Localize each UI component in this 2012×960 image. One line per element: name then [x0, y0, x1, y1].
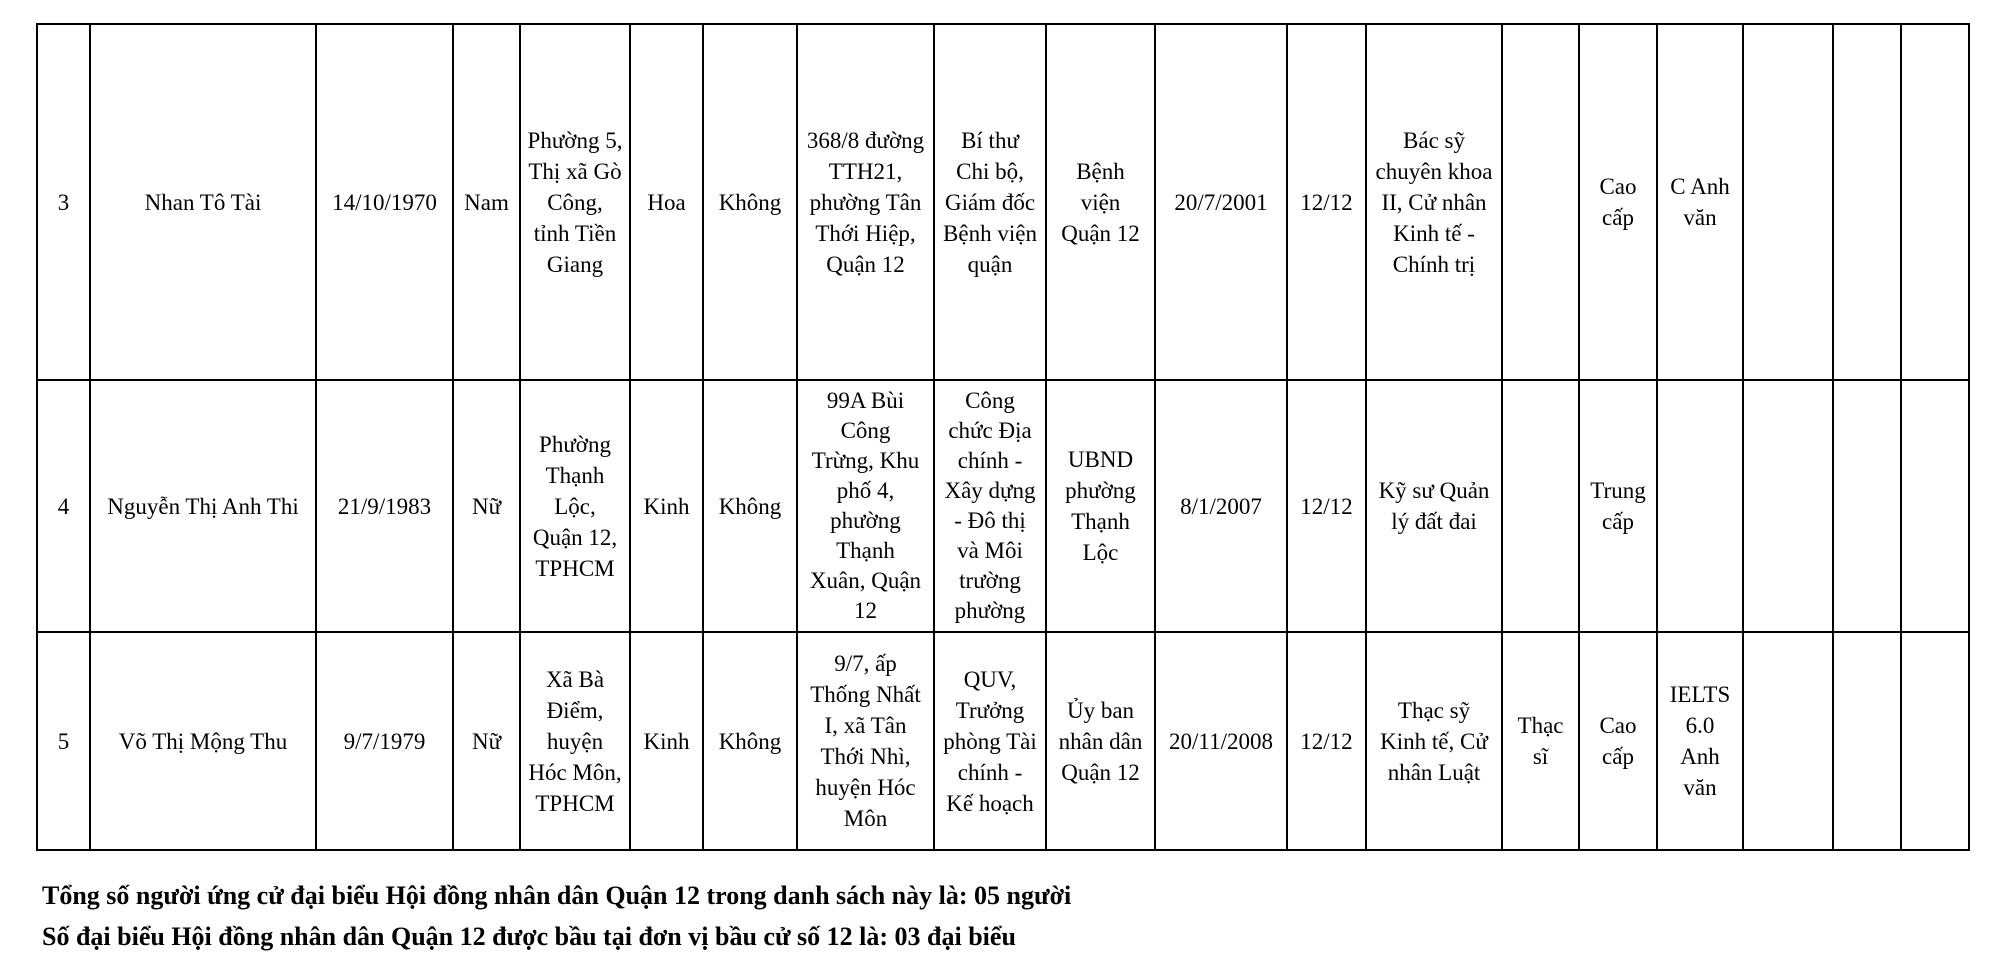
cell-text: Bác sỹ chuyên khoa II, Cử nhân Kinh tế - Chính trị [1375, 127, 1493, 277]
cell-name [90, 632, 316, 850]
cell-party-date [1155, 24, 1287, 380]
cell-specialty [1366, 632, 1502, 850]
cell-col19 [1901, 380, 1969, 632]
cell-ethnicity [630, 632, 703, 850]
cell-text: Không [718, 728, 782, 754]
cell-gender [453, 380, 520, 632]
cell-text: 12/12 [1300, 728, 1353, 754]
cell-text: Bệnh viện Quận 12 [1061, 158, 1140, 246]
cell-hometown [520, 24, 630, 380]
cell-name [90, 380, 316, 632]
cell-party-date [1155, 380, 1287, 632]
cell-general-edu [1287, 380, 1366, 632]
cell-text: 5 [57, 728, 70, 754]
table-row [37, 632, 1969, 850]
cell-text: Xã Bà Điểm, huyện Hóc Môn, TPHCM [528, 666, 622, 816]
cell-text: C Anh văn [1670, 174, 1730, 230]
cell-gender [453, 632, 520, 850]
cell-party-date [1155, 632, 1287, 850]
cell-workplace [1046, 380, 1155, 632]
cell-dob [316, 380, 453, 632]
cell-political-theory [1579, 380, 1657, 632]
cell-specialty [1366, 24, 1502, 380]
cell-text: Cao cấp [1599, 713, 1637, 769]
cell-text: 3 [57, 189, 70, 215]
cell-text: Ủy ban nhân dân Quận 12 [1058, 697, 1143, 785]
cell-text: Nhan Tô Tài [144, 189, 262, 215]
cell-residence [797, 24, 934, 380]
cell-foreign-lang [1657, 24, 1743, 380]
cell-text: Kỹ sư Quản lý đất đai [1378, 478, 1490, 534]
cell-text: 4 [57, 493, 70, 519]
cell-text: UBND phường Thạnh Lộc [1065, 447, 1136, 565]
cell-text: Nữ [471, 493, 502, 519]
cell-text: Công chức Địa chính - Xây dựng - Đô thị và Môi trường phường [944, 388, 1036, 623]
summary-elected-count: Số đại biểu Hội đồng nhân dân Quận 12 được bầu tại đơn vị bầu cử số 12 là: 03 đại biểu [42, 922, 1016, 951]
cell-text: Kinh [643, 493, 690, 519]
cell-position [934, 24, 1046, 380]
cell-political-theory [1579, 632, 1657, 850]
cell-text: QUV, Trưởng phòng Tài chính - Kế hoạch [943, 666, 1037, 816]
cell-name [90, 24, 316, 380]
cell-col18 [1833, 380, 1901, 632]
cell-general-edu [1287, 632, 1366, 850]
cell-ethnicity [630, 380, 703, 632]
cell-text: Nữ [471, 728, 502, 754]
cell-text: 21/9/1983 [337, 493, 432, 519]
cell-specialty [1366, 380, 1502, 632]
cell-text: Nam [464, 189, 509, 215]
cell-residence [797, 632, 934, 850]
cell-col18 [1833, 632, 1901, 850]
candidate-table [36, 23, 1970, 851]
cell-stt [37, 24, 90, 380]
cell-hometown [520, 380, 630, 632]
cell-text: Võ Thị Mộng Thu [118, 728, 288, 754]
cell-text: Không [718, 189, 782, 215]
table-row [37, 380, 1969, 632]
cell-political-theory [1579, 24, 1657, 380]
cell-col17 [1743, 380, 1833, 632]
cell-hometown [520, 632, 630, 850]
cell-religion [703, 24, 797, 380]
cell-position [934, 632, 1046, 850]
cell-col19 [1901, 24, 1969, 380]
cell-text: 368/8 đường TTH21, phường Tân Thới Hiệp, Quận 12 [806, 127, 925, 277]
cell-religion [703, 632, 797, 850]
cell-dob [316, 632, 453, 850]
cell-stt [37, 380, 90, 632]
cell-text: Nguyễn Thị Anh Thi [107, 493, 299, 519]
cell-col18 [1833, 24, 1901, 380]
cell-text: Trung cấp [1590, 478, 1646, 534]
cell-text: Phường Thạnh Lộc, Quận 12, TPHCM [532, 431, 618, 581]
cell-text: Hoa [647, 189, 686, 215]
cell-foreign-lang [1657, 632, 1743, 850]
cell-workplace [1046, 24, 1155, 380]
cell-text: 12/12 [1300, 493, 1353, 519]
summary-total-candidates: Tổng số người ứng cử đại biểu Hội đồng nhân dân Quận 12 trong danh sách này là: 05 người [42, 881, 1072, 910]
cell-foreign-lang [1657, 380, 1743, 632]
cell-gender [453, 24, 520, 380]
cell-col17 [1743, 632, 1833, 850]
summary-block [42, 875, 1071, 957]
cell-ethnicity [630, 24, 703, 380]
cell-text: Phường 5, Thị xã Gò Công, tỉnh Tiền Giang [527, 127, 623, 277]
cell-degree [1502, 380, 1579, 632]
cell-degree [1502, 632, 1579, 850]
cell-text: 9/7, ấp Thống Nhất I, xã Tân Thới Nhì, huyện Hóc Môn [810, 651, 921, 831]
cell-residence [797, 380, 934, 632]
cell-text: 20/7/2001 [1174, 189, 1268, 215]
cell-text: 14/10/1970 [332, 189, 437, 215]
cell-position [934, 380, 1046, 632]
cell-religion [703, 380, 797, 632]
cell-workplace [1046, 632, 1155, 850]
cell-text: Kinh [643, 728, 690, 754]
cell-text: 8/1/2007 [1180, 493, 1262, 519]
cell-text: Không [718, 493, 782, 519]
cell-text: 20/11/2008 [1169, 728, 1273, 754]
cell-text: 99A Bùi Công Trừng, Khu phố 4, phường Thạnh Xuân, Quận 12 [809, 388, 922, 623]
cell-text: 9/7/1979 [343, 728, 426, 754]
cell-text: Thạc sỹ Kinh tế, Cử nhân Luật [1380, 697, 1488, 785]
cell-text: Bí thư Chi bộ, Giám đốc Bệnh viện quận [943, 127, 1037, 277]
cell-text: IELTS 6.0 Anh văn [1669, 682, 1731, 800]
cell-text: Cao cấp [1599, 174, 1637, 230]
cell-text: 12/12 [1300, 189, 1353, 215]
cell-col19 [1901, 632, 1969, 850]
cell-col17 [1743, 24, 1833, 380]
cell-stt [37, 632, 90, 850]
cell-degree [1502, 24, 1579, 380]
table-row [37, 24, 1969, 380]
cell-dob [316, 24, 453, 380]
cell-text: Thạc sĩ [1517, 713, 1564, 769]
cell-general-edu [1287, 24, 1366, 380]
